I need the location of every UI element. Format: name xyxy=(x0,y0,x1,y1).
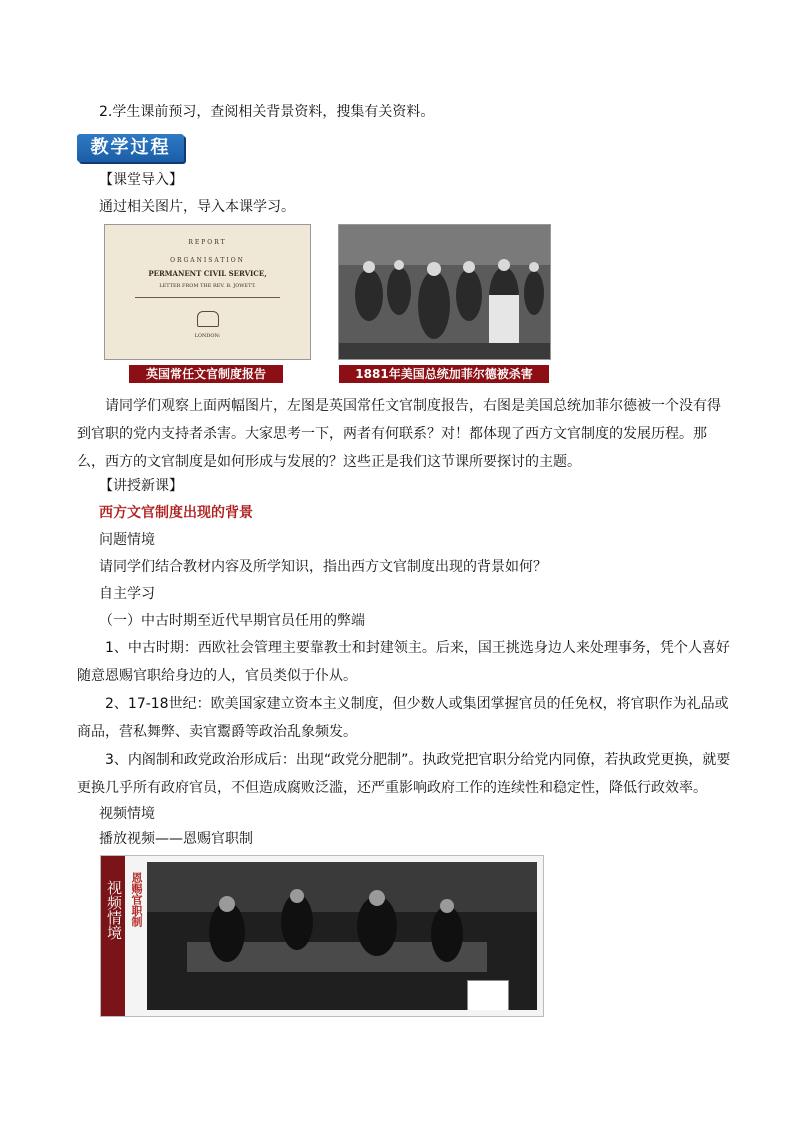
video-overlay-box xyxy=(467,980,509,1010)
point-1: 1、中古时期：西欧社会管理主要靠教士和封建领主。后来，国王挑选身边人来处理事务，凭个人喜好随意恩赐官职给身边的人，官员类似于仆从。 xyxy=(77,640,730,684)
right-figure-caption: 1881年美国总统加菲尔德被杀害 xyxy=(339,365,549,383)
report-image xyxy=(104,224,311,360)
section-badge: 教学过程 xyxy=(77,134,184,162)
engraving-illustration xyxy=(339,225,550,359)
video-panel[interactable] xyxy=(100,855,544,1017)
video-play-text: 播放视频——恩赐官职制 xyxy=(99,831,253,847)
intro-paragraph: 请同学们观察上面两幅图片，左图是英国常任文官制度报告，右图是美国总统加菲尔德被一个没有得到官职的党内支持者杀害。大家思考一下，两者有何联系？对！都体现了西方文官制度的发展历程。那么，西方的文官制度是如何形成与发展的？这些正是我们这节课所要探讨的主题。 xyxy=(77,398,721,470)
report-line-2: ORGANISATION xyxy=(170,257,245,264)
problem-label: 问题情境 xyxy=(99,532,155,548)
video-sub-label: 恩赐官职制 xyxy=(130,872,143,927)
problem-text: 请同学们结合教材内容及所学知识，指出西方文官制度出现的背景如何？ xyxy=(99,559,547,575)
report-line-5: LONDON: xyxy=(194,333,221,339)
report-line-1: REPORT xyxy=(188,239,227,246)
self-study-label: 自主学习 xyxy=(99,586,155,602)
video-screen[interactable] xyxy=(147,862,537,1010)
intro-text: 通过相关图片，导入本课学习。 xyxy=(99,199,295,215)
topic-title: 西方文官制度出现的背景 xyxy=(99,505,253,521)
video-side-label: 视频情境 xyxy=(105,880,123,940)
report-rule xyxy=(135,297,280,298)
video-side-bar xyxy=(101,856,125,1016)
subheading-1: （一）中古时期至近代早期官员任用的弊端 xyxy=(99,613,365,629)
video-label: 视频情境 xyxy=(99,806,155,822)
point-2: 2、17-18世纪：欧美国家建立资本主义制度，但少数人或集团掌握官员的任免权，将官职作为礼品或商品，营私舞弊、卖官鬻爵等政治乱象频发。 xyxy=(77,696,729,740)
report-line-3: PERMANENT CIVIL SERVICE, xyxy=(148,269,267,278)
new-lesson-heading: 【讲授新课】 xyxy=(99,478,183,494)
point-3: 3、内阁制和政党政治形成后：出现“政党分肥制”。执政党把官职分给党内同僚，若执政党更换，就要更换几乎所有政府官员，不但造成腐败泛滥，还严重影响政府工作的连续性和稳定性，降低行政效率。 xyxy=(77,752,731,796)
crest-icon xyxy=(197,311,219,327)
left-figure-caption: 英国常任文官制度报告 xyxy=(129,365,283,383)
report-line-4: LETTER FROM THE REV. B. JOWETT. xyxy=(159,283,256,289)
prep-item-2: 2.学生课前预习，查阅相关背景资料，搜集有关资料。 xyxy=(99,104,435,120)
intro-heading: 【课堂导入】 xyxy=(99,172,183,188)
assassination-image xyxy=(338,224,551,360)
